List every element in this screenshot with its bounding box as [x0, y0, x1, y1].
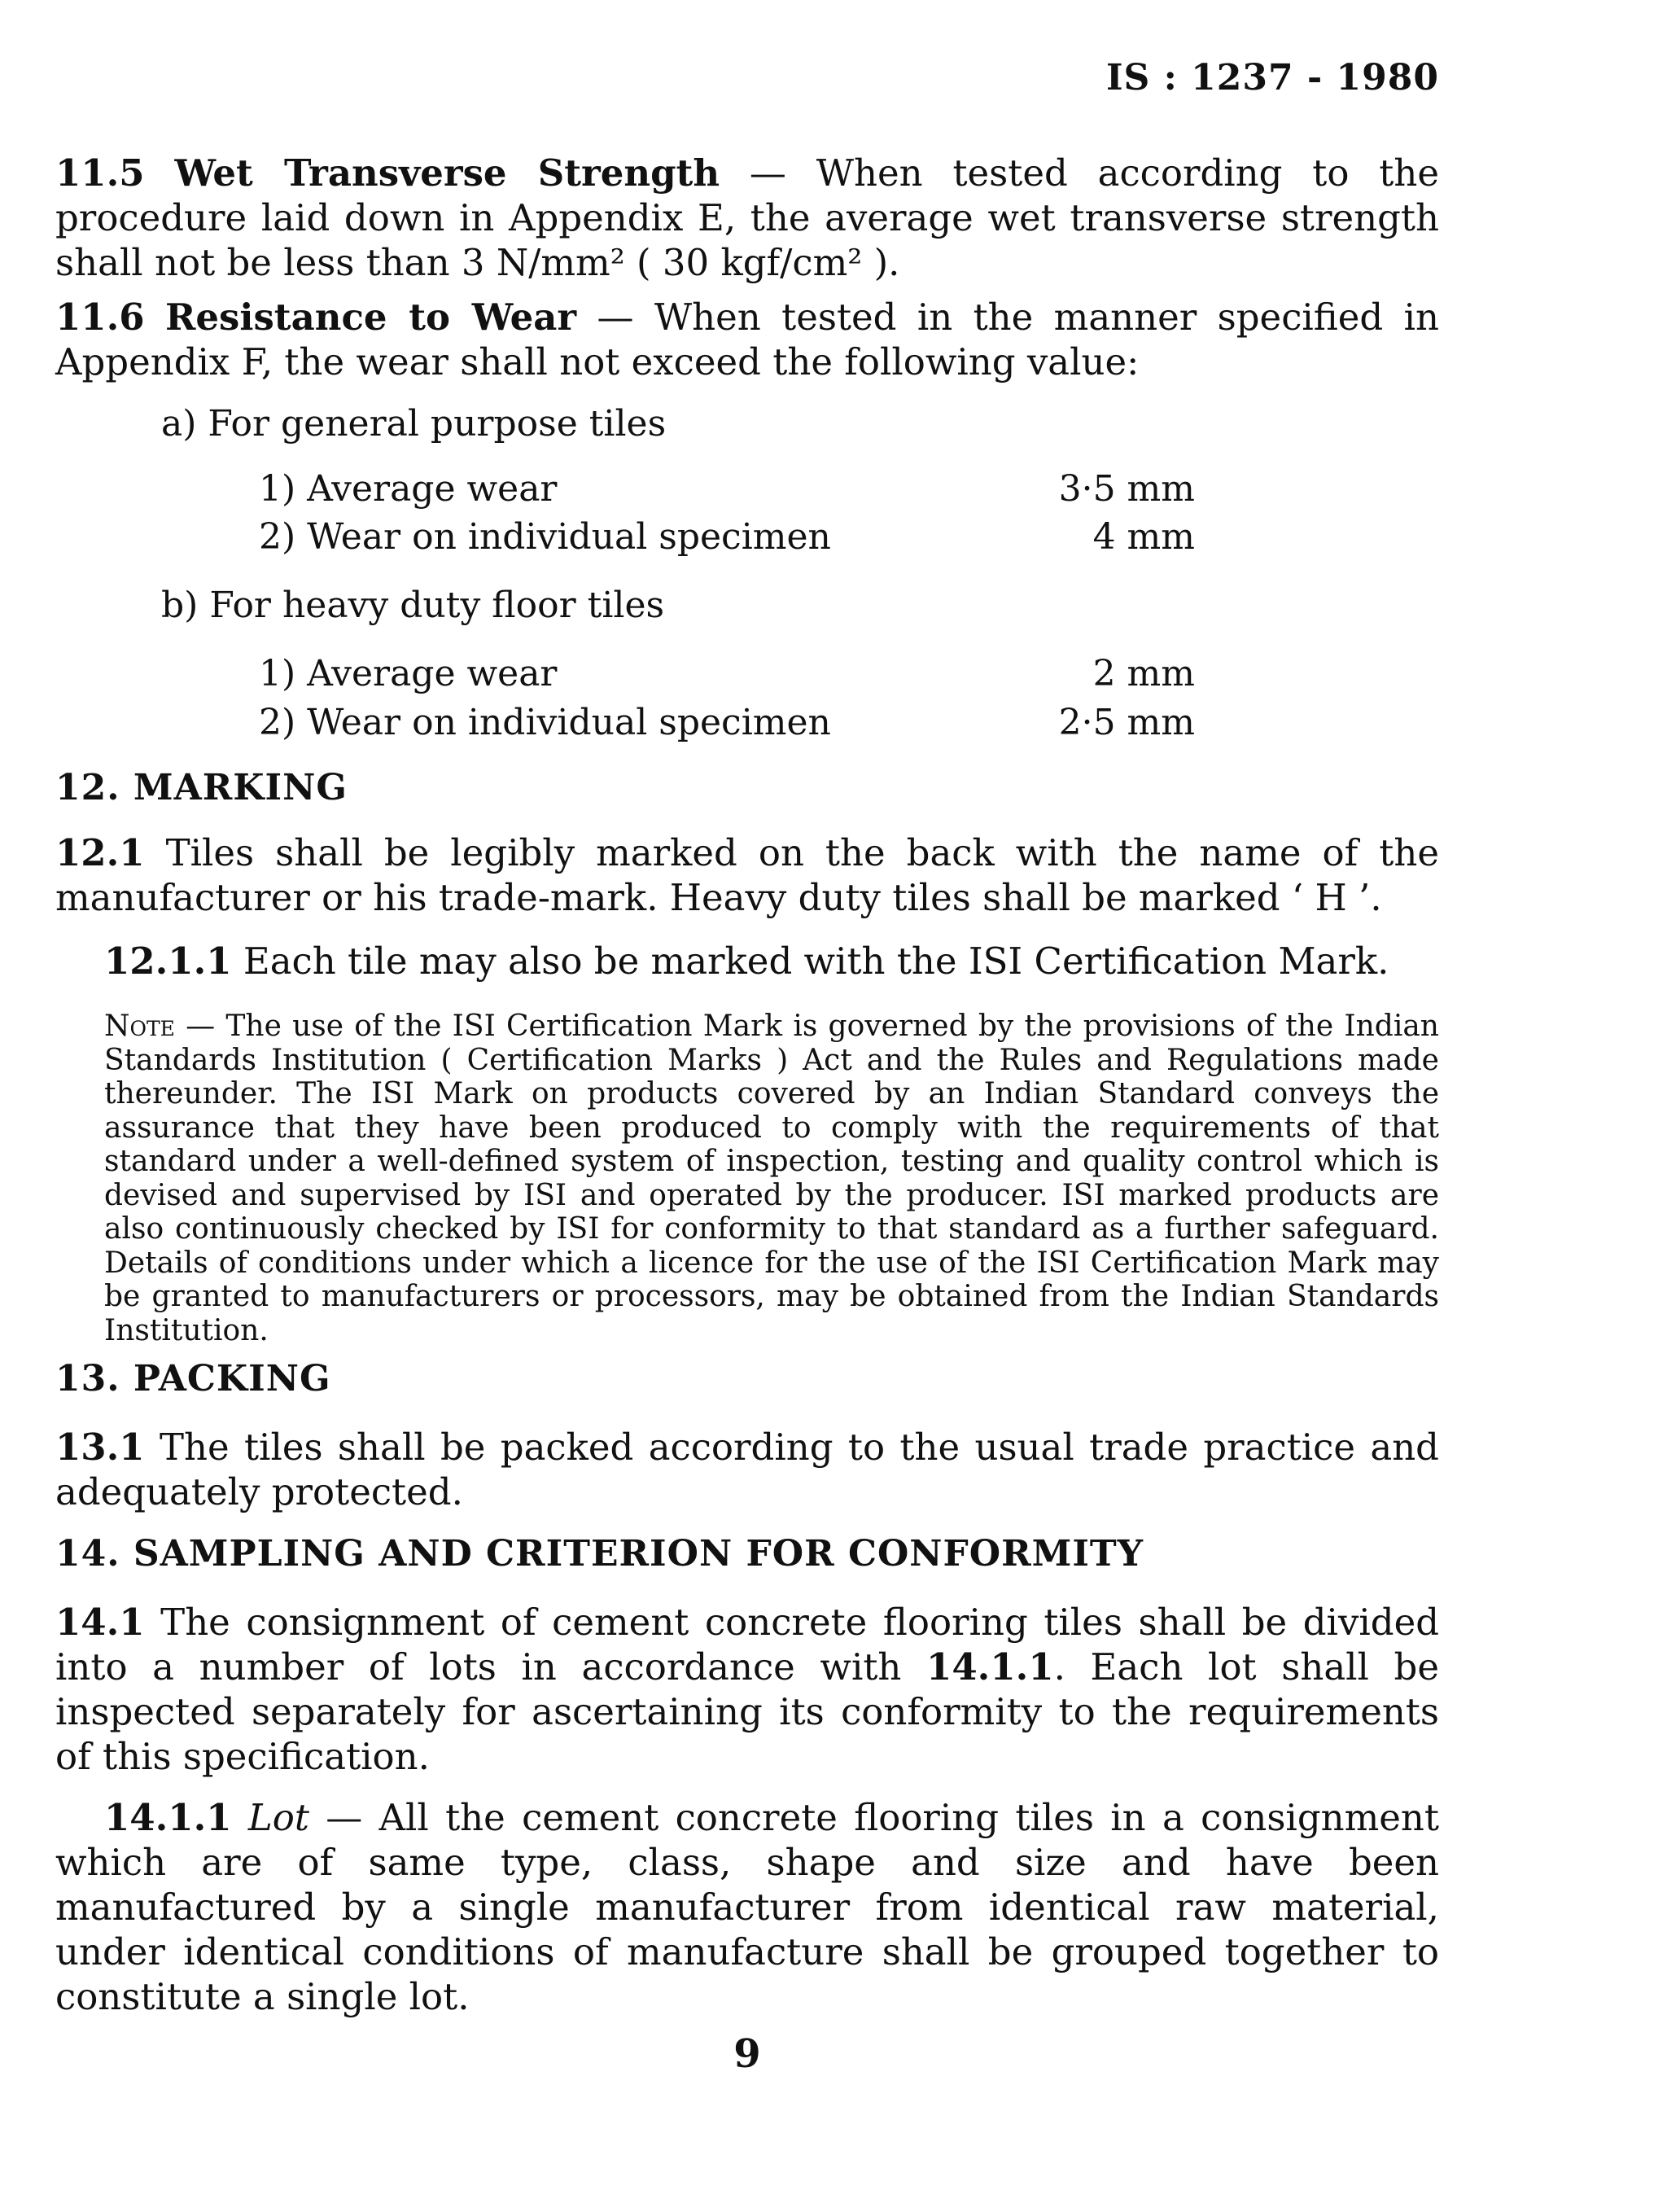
- list-heading-heavy-duty: b) For heavy duty floor tiles: [161, 585, 665, 626]
- note-block: [104, 1010, 1439, 1347]
- wear-row: [259, 653, 1195, 698]
- page-number: 9: [733, 2031, 761, 2077]
- wear-row-label: 1) Average wear: [259, 653, 558, 694]
- clause-text: The consignment of cement concrete flooring tiles shall be divided into a number of lots in accordance with: [55, 1601, 1439, 1689]
- clause-reference: 14.1.1: [926, 1645, 1054, 1689]
- clause-text: The tiles shall be packed according to the usual trade practice and adequately protected.: [55, 1426, 1439, 1513]
- wear-row: [259, 702, 1195, 747]
- wear-row: [259, 468, 1195, 513]
- clause-number: 11.6: [55, 296, 145, 339]
- clause-14-1: [55, 1600, 1439, 1779]
- wear-row-value: 2 mm: [1092, 653, 1195, 694]
- clause-13-1: [55, 1425, 1439, 1514]
- clause-12-1-1: [55, 939, 1439, 983]
- clause-11-6: [55, 295, 1439, 384]
- section-title-sampling: 14. SAMPLING AND CRITERION FOR CONFORMITY: [55, 1533, 1144, 1575]
- wear-row-label: 2) Wear on individual specimen: [259, 702, 831, 743]
- note-text: — The use of the ISI Certification Mark is governed by the provisions of the Indian Standards Institution ( Certification Marks ) Act and the Rules and Regulations made thereunder. The ISI Mark on products covered by an Indian Standard conveys the assurance that they have been produced to comply with the requirements of that standard under a well-defined system of inspection, testing and quality control which is devised and supervised by ISI and operated by the producer. ISI marked products are also continuously checked by ISI for conformity to that standard as a further safeguard. Details of conditions under which a licence for the use of the ISI Certification Mark may be granted to manufacturers or processors, may be obtained from the Indian Standards Institution.: [104, 1010, 1439, 1347]
- note-label: Note: [104, 1010, 175, 1043]
- clause-number: 14.1.1: [104, 1796, 232, 1839]
- section-title-packing: 13. PACKING: [55, 1358, 331, 1399]
- wear-row-value: 2·5 mm: [1058, 702, 1195, 743]
- list-heading-general-purpose: a) For general purpose tiles: [161, 403, 667, 445]
- clause-12-1: [55, 830, 1439, 920]
- clause-text: . Each lot shall be inspected separately for ascertaining its conformity to the requirements of this specification.: [55, 1645, 1439, 1778]
- clause-number: 11.5: [55, 151, 145, 195]
- wear-row-value: 3·5 mm: [1058, 468, 1195, 510]
- clause-title: Resistance to Wear: [165, 296, 577, 339]
- document-id-header: IS : 1237 - 1980: [1105, 57, 1439, 99]
- clause-text: — When tested in the manner specified in Appendix F, the wear shall not exceed the following value:: [55, 296, 1439, 383]
- clause-text: — All the cement concrete flooring tiles in a consignment which are of same type, class, shape and size and have been manufactured by a single manufacturer from identical raw material, under identical conditions of manufacture shall be grouped together to constitute a single lot.: [55, 1796, 1439, 2018]
- clause-number: 12.1: [55, 831, 145, 874]
- wear-row-value: 4 mm: [1092, 516, 1195, 558]
- clause-text: — When tested according to the procedure laid down in Appendix E, the average wet transverse strength shall not be less than 3 N/mm² ( 30 kgf/cm² ).: [55, 151, 1439, 284]
- clause-text: Tiles shall be legibly marked on the back with the name of the manufacturer or his trade-mark. Heavy duty tiles shall be marked ‘ H ’.: [55, 831, 1439, 919]
- clause-14-1-1: [55, 1795, 1439, 2019]
- clause-term: Lot: [247, 1796, 309, 1839]
- section-title-marking: 12. MARKING: [55, 767, 348, 808]
- wear-row-label: 1) Average wear: [259, 468, 558, 510]
- clause-title: Wet Transverse Strength: [174, 151, 720, 195]
- clause-number: 14.1: [55, 1601, 145, 1644]
- clause-number: 12.1.1: [104, 940, 232, 983]
- clause-number: 13.1: [55, 1426, 145, 1469]
- clause-text: Each tile may also be marked with the ISI Certification Mark.: [231, 940, 1389, 983]
- clause-11-5: [55, 151, 1439, 285]
- wear-row: [259, 516, 1195, 561]
- wear-row-label: 2) Wear on individual specimen: [259, 516, 831, 558]
